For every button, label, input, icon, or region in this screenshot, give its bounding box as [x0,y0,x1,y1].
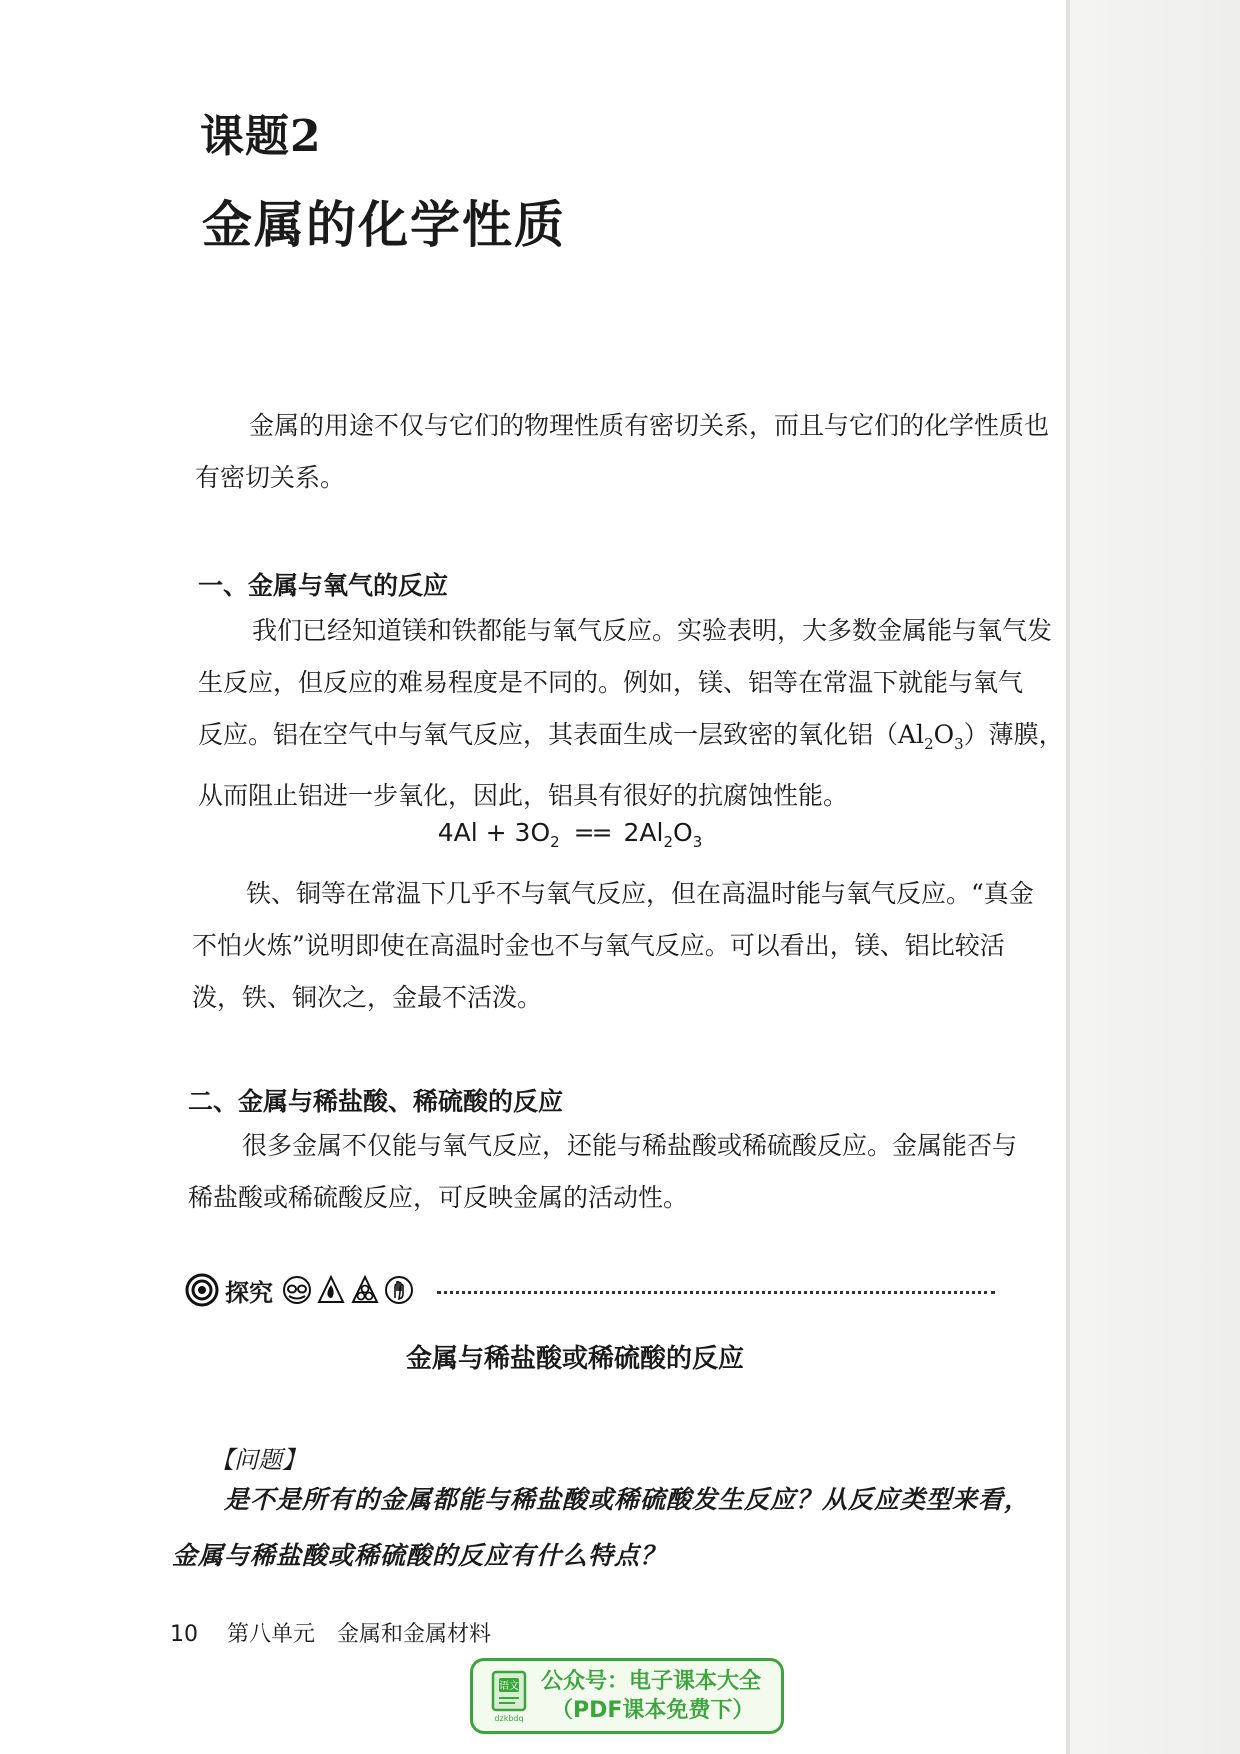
intro-line-2: 有密切关系。 [195,463,346,492]
intro-line-1: 金属的用途不仅与它们的物理性质有密切关系，而且与它们的化学性质也 [249,411,1050,440]
biohazard-icon [351,1274,379,1306]
equation-rhs-al: 2Al [623,818,664,847]
page-margin-shade [1070,0,1240,1754]
logo-sub-label: dzkbdq [494,1714,524,1723]
question-label: 【问题】 [210,1446,306,1474]
experiment-title: 金属与稀盐酸或稀硫酸的反应 [405,1344,744,1374]
equation-lhs-subscript: 2 [550,833,560,851]
target-icon [185,1273,219,1307]
question-line-2: 金属与稀盐酸或稀硫酸的反应有什么特点？ [172,1541,667,1570]
section-2-paragraph-1 [188,1120,1018,1224]
equation-sign: == [573,818,610,847]
subscript: 2 [924,735,934,753]
explore-bar [185,1268,995,1312]
s1p2-line-1: 铁、铜等在常温下几乎不与氧气反应，但在高温时能与氧气反应。“真金 [246,879,1034,908]
equation-rhs-o: O [673,818,693,847]
lesson-number: 课题2 [200,111,322,162]
s1p1-line-3-tail: ）薄膜， [963,720,1064,749]
unit-title: 第八单元 金属和金属材料 [227,1622,492,1647]
watermark-badge [470,1658,784,1734]
dotted-separator [437,1291,995,1294]
chemical-equation [0,818,1140,851]
hand-wash-icon [385,1274,413,1306]
s2p1-line-2: 稀盐酸或稀硫酸反应，可反映金属的活动性。 [188,1183,689,1212]
subscript: 3 [954,735,964,753]
watermark-line-2: （PDF课本免费下） [551,1698,755,1723]
page-footer [170,1617,491,1648]
goggles-icon [283,1274,311,1306]
explore-label: 探究 [225,1278,273,1307]
page-edge-line [1066,0,1070,1754]
watermark-line-1: 公众号：电子课本大全 [541,1669,762,1694]
logo-label: 语文 [499,1681,519,1692]
equation-lhs: 4Al + 3O [437,818,551,847]
watermark-text [541,1667,761,1725]
fire-hazard-icon [317,1274,345,1306]
question-line-1: 是不是所有的金属都能与稀盐酸或稀硫酸发生反应？从反应类型来看， [224,1485,1031,1514]
book-logo-icon [487,1668,533,1724]
page-number: 10 [170,1622,198,1647]
s1p1-line-3-oxygen: O [933,720,955,749]
section-2-heading: 二、金属与稀盐酸、稀硫酸的反应 [188,1087,564,1116]
section-1-heading: 一、金属与氧气的反应 [198,571,449,600]
question-text [172,1472,1031,1584]
s1p2-line-2: 不怕火炼”说明即使在高温时金也不与氧气反应。可以看出，镁、铝比较活 [192,931,1005,960]
equation-rhs-subscript-2: 3 [692,833,703,851]
s1p1-line-2: 生反应，但反应的难易程度是不同的。例如，镁、铝等在常温下就能与氧气 [198,668,1024,697]
s1p1-line-3 [198,709,1064,770]
s1p1-line-3-text: 反应。铝在空气中与氧气反应，其表面生成一层致密的氧化铝（Al [198,720,925,749]
s1p2-line-3: 泼，铁、铜次之，金最不活泼。 [192,983,543,1012]
lesson-title: 金属的化学性质 [202,195,566,254]
s2p1-line-1: 很多金属不仅能与氧气反应，还能与稀盐酸或稀硫酸反应。金属能否与 [242,1131,1018,1160]
s1p1-line-4: 从而阻止铝进一步氧化，因此，铝具有很好的抗腐蚀性能。 [198,781,849,810]
intro-paragraph [195,400,1050,504]
section-1-paragraph-1 [198,605,1064,822]
section-1-paragraph-2 [192,868,1034,1024]
s1p1-line-1: 我们已经知道镁和铁都能与氧气反应。实验表明，大多数金属能与氧气发 [252,616,1053,645]
equation-rhs-subscript-1: 2 [663,833,674,851]
